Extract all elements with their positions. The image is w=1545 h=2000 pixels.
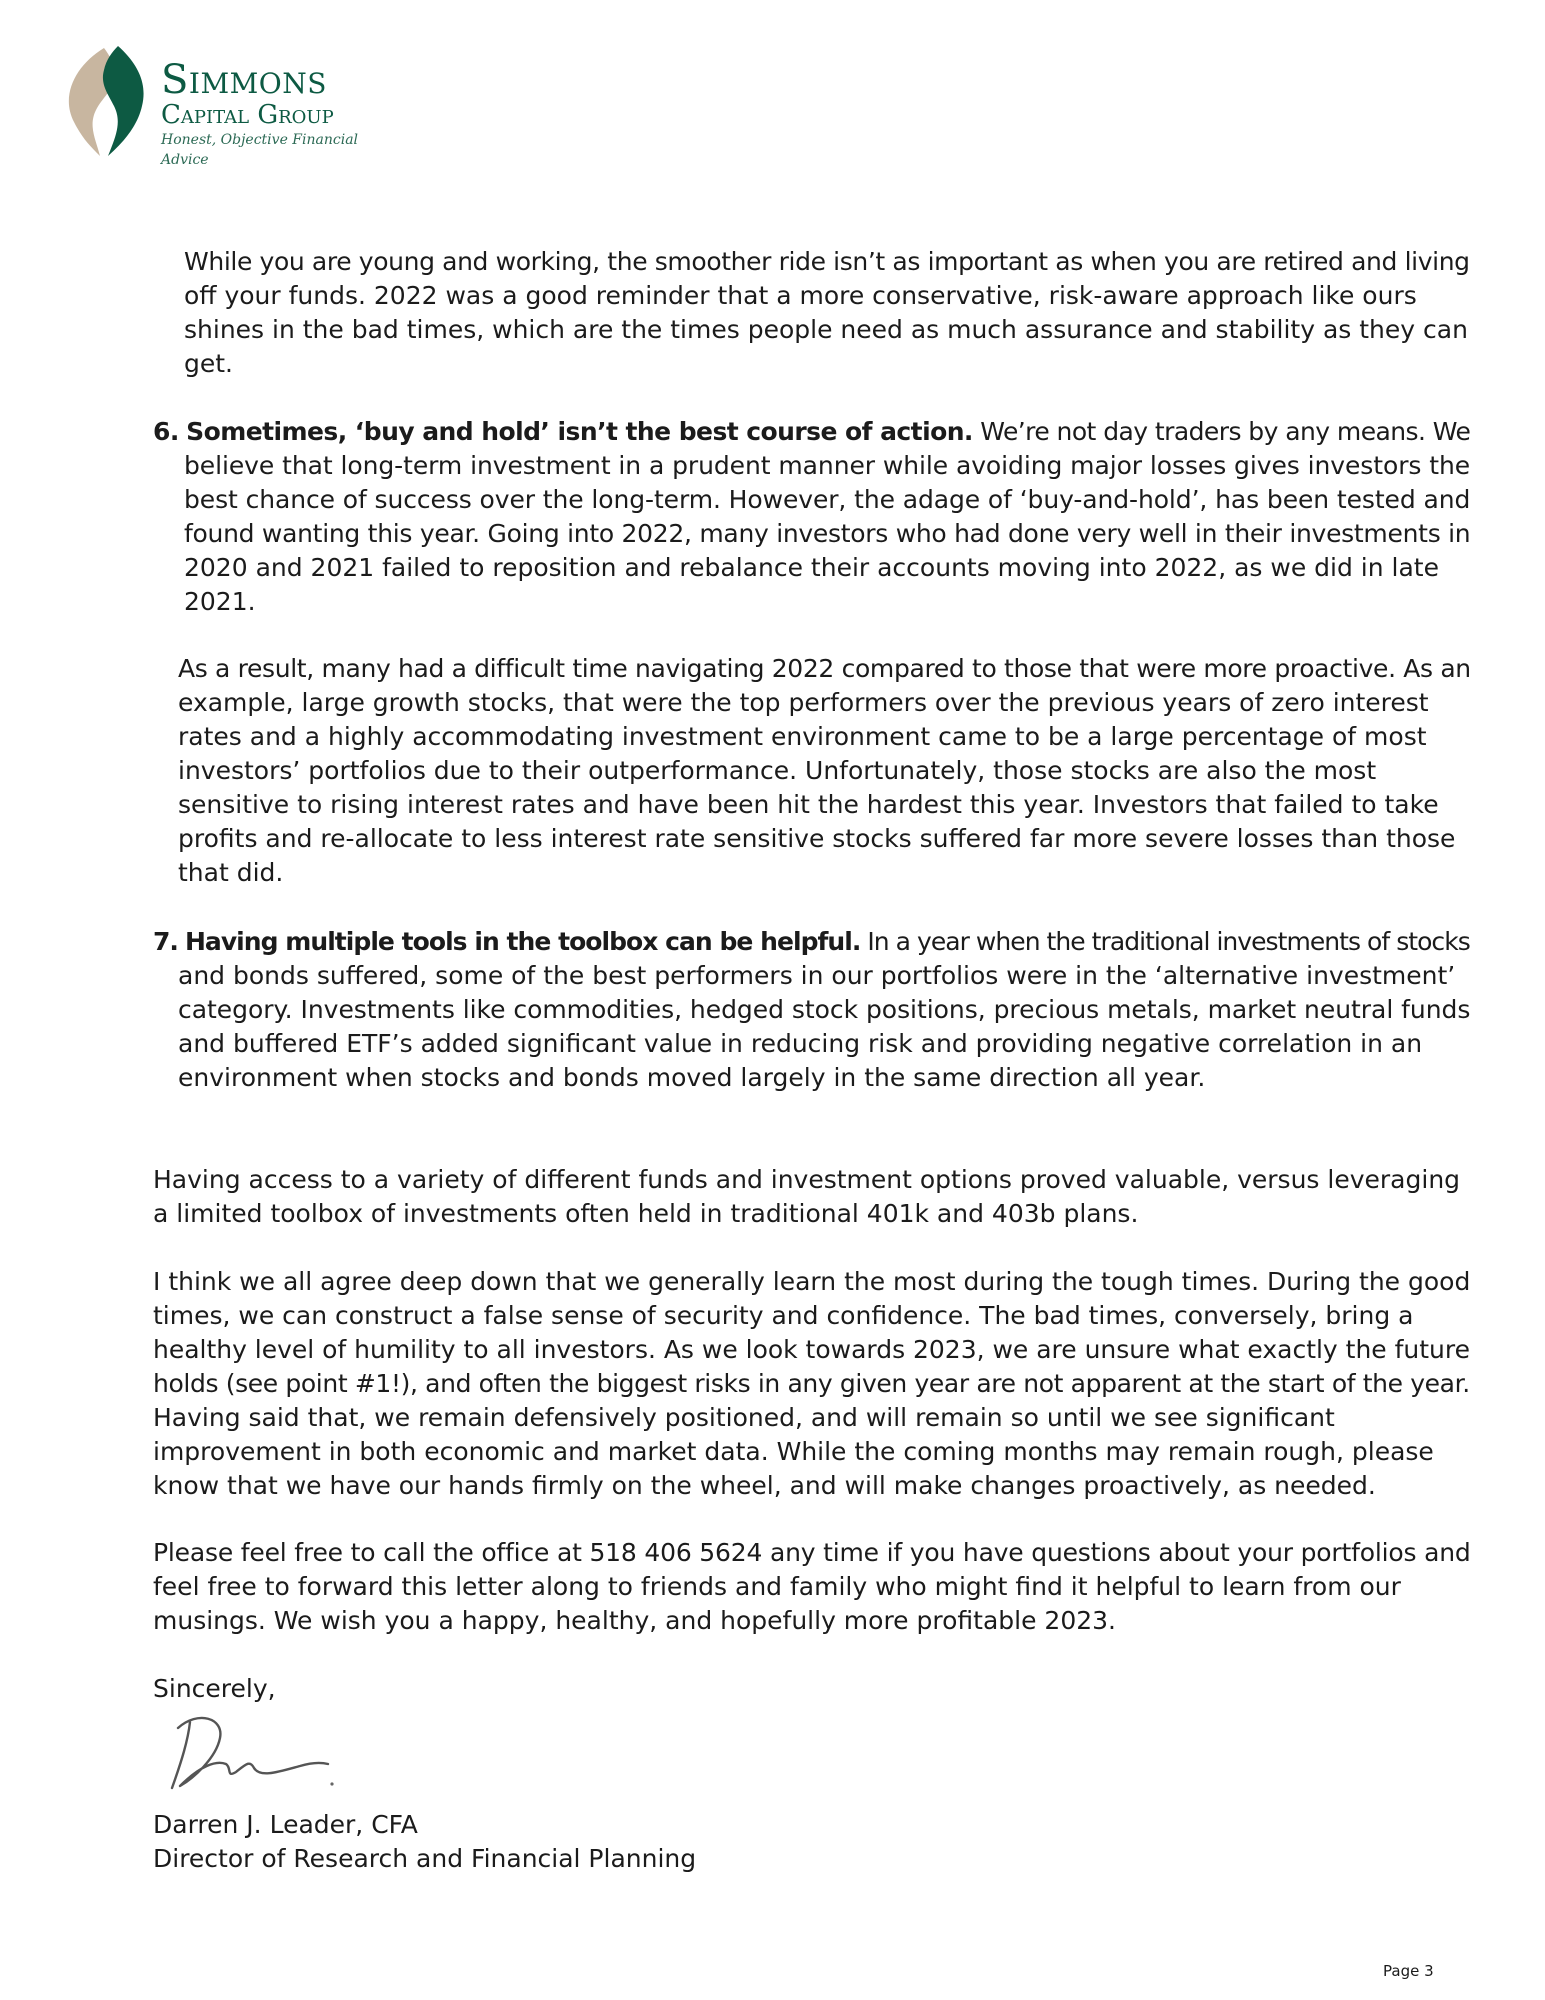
handwritten-signature [160, 1700, 340, 1800]
text-line: Having access to a variety of different funds and investment options proved valuable, versus leveraging [153, 1165, 1461, 1194]
text-line: category. Investments like commodities, hedged stock positions, precious metals, market neutral funds [178, 995, 1471, 1024]
text-line: get. [184, 349, 233, 378]
text-line: off your funds. 2022 was a good reminder that a more conservative, risk-aware approach like ours [184, 281, 1417, 310]
text-line: improvement in both economic and market data. While the coming months may remain rough, please [153, 1437, 1434, 1466]
logo-company-group: Capital Group [161, 100, 334, 130]
signer-name: Darren J. Leader, CFA [153, 1810, 418, 1839]
closing-salutation: Sincerely, [153, 1674, 276, 1703]
text-line: and bonds suffered, some of the best performers in our portfolios were in the ‘alternative investment’ [178, 961, 1456, 990]
text-line: best chance of success over the long-term. However, the adage of ‘buy-and-hold’, has been tested and [184, 485, 1471, 514]
text-line: feel free to forward this letter along to friends and family who might find it helpful to learn from our [153, 1572, 1401, 1601]
text-line: environment when stocks and bonds moved largely in the same direction all year. [178, 1063, 1206, 1092]
logo-company-name: Simmons [161, 57, 327, 103]
text-line: holds (see point #1!), and often the biggest risks in any given year are not apparent at the start of the year. [153, 1369, 1470, 1398]
signer-title: Director of Research and Financial Planning [153, 1844, 697, 1873]
company-logo [56, 40, 396, 168]
text-line: found wanting this year. Going into 2022, many investors who had done very well in their investments in [184, 519, 1471, 548]
text-line: While you are young and working, the smoother ride isn’t as important as when you are retired and living [184, 247, 1470, 276]
point-6-first-line-rest: We’re not day traders by any means. We [972, 417, 1471, 446]
text-line: know that we have our hands firmly on the wheel, and will make changes proactively, as needed. [153, 1471, 1376, 1500]
logo-text [161, 57, 396, 170]
text-line: profits and re-allocate to less interest rate sensitive stocks suffered far more severe losses than those [178, 824, 1456, 853]
logo-swoosh-icon [56, 40, 156, 160]
text-line: sensitive to rising interest rates and have been hit the hardest this year. Investors that failed to take [178, 790, 1439, 819]
text-line: I think we all agree deep down that we generally learn the most during the tough times. During the good [153, 1267, 1471, 1296]
point-7-first-line-rest: In a year when the traditional investments of stocks [860, 927, 1470, 956]
text-line: As a result, many had a difficult time navigating 2022 compared to those that were more proactive. As an [178, 654, 1471, 683]
text-line: believe that long-term investment in a prudent manner while avoiding major losses gives investors the [184, 451, 1471, 480]
text-line: musings. We wish you a happy, healthy, and hopefully more profitable 2023. [153, 1606, 1116, 1635]
point-6-heading: Sometimes, ‘buy and hold’ isn’t the best course of action. [186, 417, 973, 446]
point-6-first-line [153, 415, 1470, 449]
text-line: that did. [178, 858, 284, 887]
text-line: example, large growth stocks, that were the top performers over the previous years of zero interest [178, 688, 1429, 717]
point-7-first-line [153, 925, 1470, 959]
page-number: Page 3 [1383, 1962, 1434, 1980]
text-line: 2021. [184, 587, 256, 616]
text-line: a limited toolbox of investments often held in traditional 401k and 403b plans. [153, 1199, 1139, 1228]
text-line: and buffered ETF’s added significant value in reducing risk and providing negative correlation in an [178, 1029, 1423, 1058]
text-line: rates and a highly accommodating investment environment came to be a large percentage of most [178, 722, 1427, 751]
text-line: 2020 and 2021 failed to reposition and rebalance their accounts moving into 2022, as we did in late [184, 553, 1439, 582]
text-line: times, we can construct a false sense of security and confidence. The bad times, conversely, bring a [153, 1301, 1414, 1330]
point-7-number: 7. [153, 927, 178, 956]
point-7-heading: Having multiple tools in the toolbox can be helpful. [184, 927, 861, 956]
point-6-number: 6. [153, 417, 179, 446]
text-line: Having said that, we remain defensively positioned, and will remain so until we see significant [153, 1403, 1335, 1432]
logo-tagline: Honest, Objective Financial Advice [161, 132, 359, 168]
text-line: shines in the bad times, which are the times people need as much assurance and stability as they can [184, 315, 1468, 344]
text-line: Please feel free to call the office at 518 406 5624 any time if you have questions about your portfolios and [153, 1538, 1471, 1567]
text-line: healthy level of humility to all investors. As we look towards 2023, we are unsure what exactly the future [153, 1335, 1470, 1364]
text-line: investors’ portfolios due to their outperformance. Unfortunately, those stocks are also the most [178, 756, 1377, 785]
